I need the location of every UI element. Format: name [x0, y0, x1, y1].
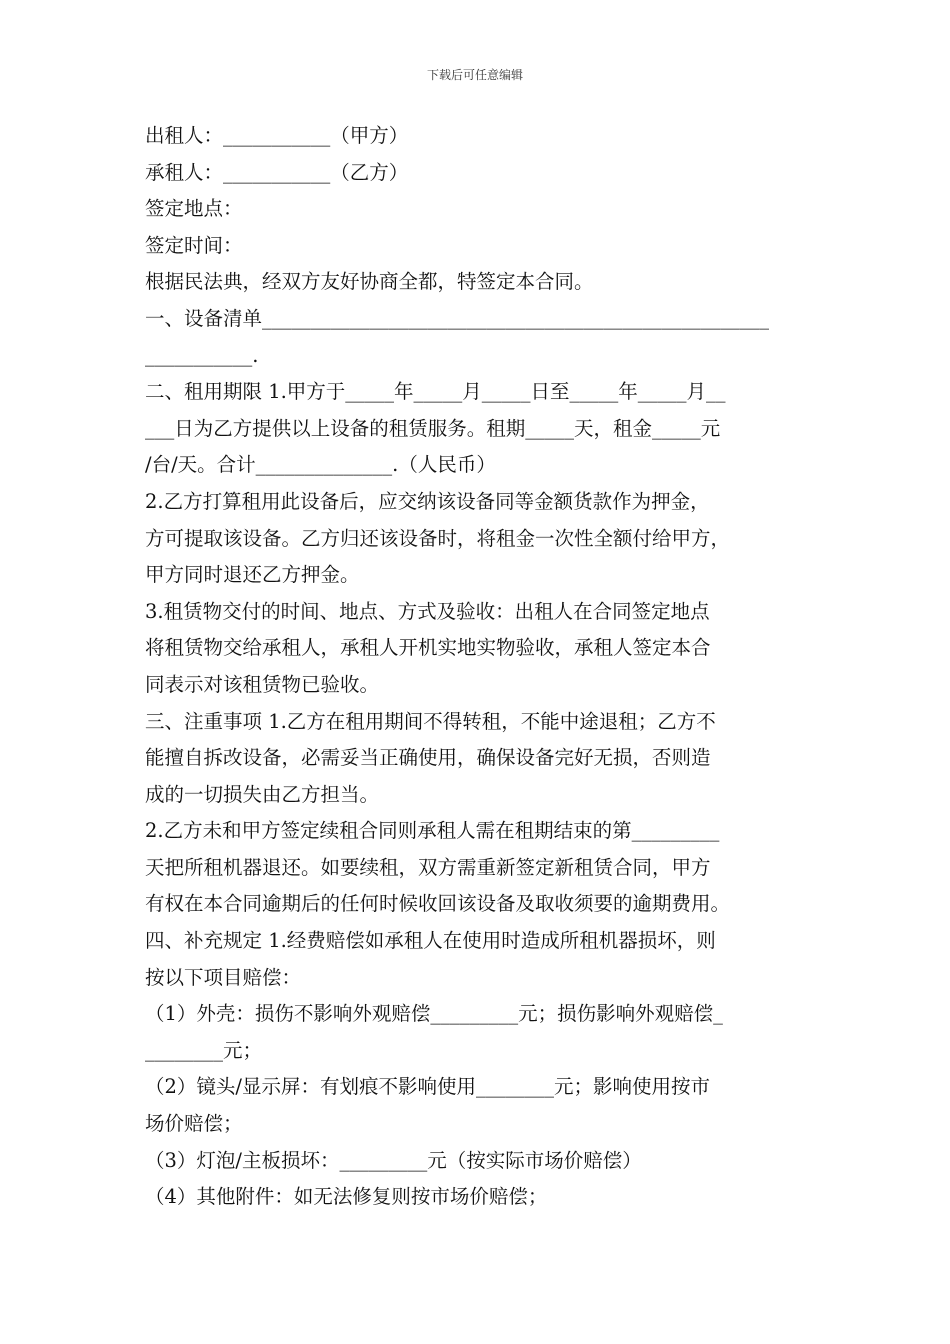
section-3-item-2-line-3: 有权在本合同逾期后的任何时候收回该设备及取收须要的逾期费用。 — [145, 892, 731, 916]
section-2-item-3-line-2: 将租赁物交给承租人，承租人开机实地实物验收，承租人签定本合 — [145, 636, 711, 660]
section-3-line-1: 三、注重事项 1.乙方在租用期间不得转租，不能中途退租；乙方不 — [145, 709, 716, 733]
signing-time-line: 签定时间： — [145, 233, 243, 257]
lessor-line: 出租人：___________（甲方） — [145, 124, 409, 147]
section-2-term-line-3: /台/天。合计______________.（人民币） — [145, 453, 496, 477]
section-2-item-2-line-1: 2.乙方打算租用此设备后，应交纳该设备同等金额货款作为押金， — [145, 489, 710, 513]
section-3-line-3: 成的一切损失由乙方担当。 — [145, 782, 380, 806]
compensation-2-line-2: 场价赔偿； — [145, 1112, 243, 1136]
compensation-4-line: （4）其他附件：如无法修复则按市场价赔偿； — [145, 1185, 548, 1209]
section-4-line-1: 四、补充规定 1.经费赔偿如承租人在使用时造成所租机器损坏，则 — [145, 929, 716, 953]
section-1-equipment-list: 一、设备清单____________________________________________________ — [145, 306, 770, 330]
compensation-2-line-1: （2）镜头/显示屏：有划痕不影响使用________元；影响使用按市 — [145, 1075, 710, 1099]
signing-place-line: 签定地点： — [145, 197, 243, 221]
compensation-1-line-1: （1）外壳：损伤不影响外观赔偿_________元；损伤影响外观赔偿_ — [145, 1002, 723, 1026]
section-1-continuation: ___________. — [145, 343, 259, 367]
section-2-item-2-line-3: 甲方同时退还乙方押金。 — [145, 563, 360, 587]
section-2-term-line-1: 二、租用期限 1.甲方于_____年_____月_____日至_____年_____月__ — [145, 380, 726, 404]
contract-body — [145, 118, 815, 1216]
section-2-item-3-line-1: 3.租赁物交付的时间、地点、方式及验收：出租人在合同签定地点 — [145, 599, 710, 623]
preamble-line: 根据民法典，经双方友好协商全都，特签定本合同。 — [145, 270, 594, 294]
section-2-term-line-2: ___日为乙方提供以上设备的租赁服务。租期_____天，租金_____元 — [145, 416, 721, 440]
section-3-line-2: 能擅自拆改设备，必需妥当正确使用，确保设备完好无损，否则造 — [145, 746, 711, 770]
compensation-1-line-2: ________元； — [145, 1038, 263, 1062]
compensation-3-line: （3）灯泡/主板损坏：_________元（按实际市场价赔偿） — [145, 1148, 642, 1172]
section-3-item-2-line-1: 2.乙方未和甲方签定续租合同则承租人需在租期结束的第_________ — [145, 819, 720, 843]
section-3-item-2-line-2: 天把所租机器退还。如要续租，双方需重新签定新租赁合同，甲方 — [145, 855, 711, 879]
lessee-line: 承租人：___________（乙方） — [145, 160, 409, 184]
section-4-line-2: 按以下项目赔偿： — [145, 965, 302, 989]
page-header-note: 下载后可任意编辑 — [426, 68, 523, 82]
section-2-item-3-line-3: 同表示对该租赁物已验收。 — [145, 672, 380, 696]
section-2-item-2-line-2: 方可提取该设备。乙方归还该设备时，将租金一次性全额付给甲方， — [145, 526, 731, 550]
